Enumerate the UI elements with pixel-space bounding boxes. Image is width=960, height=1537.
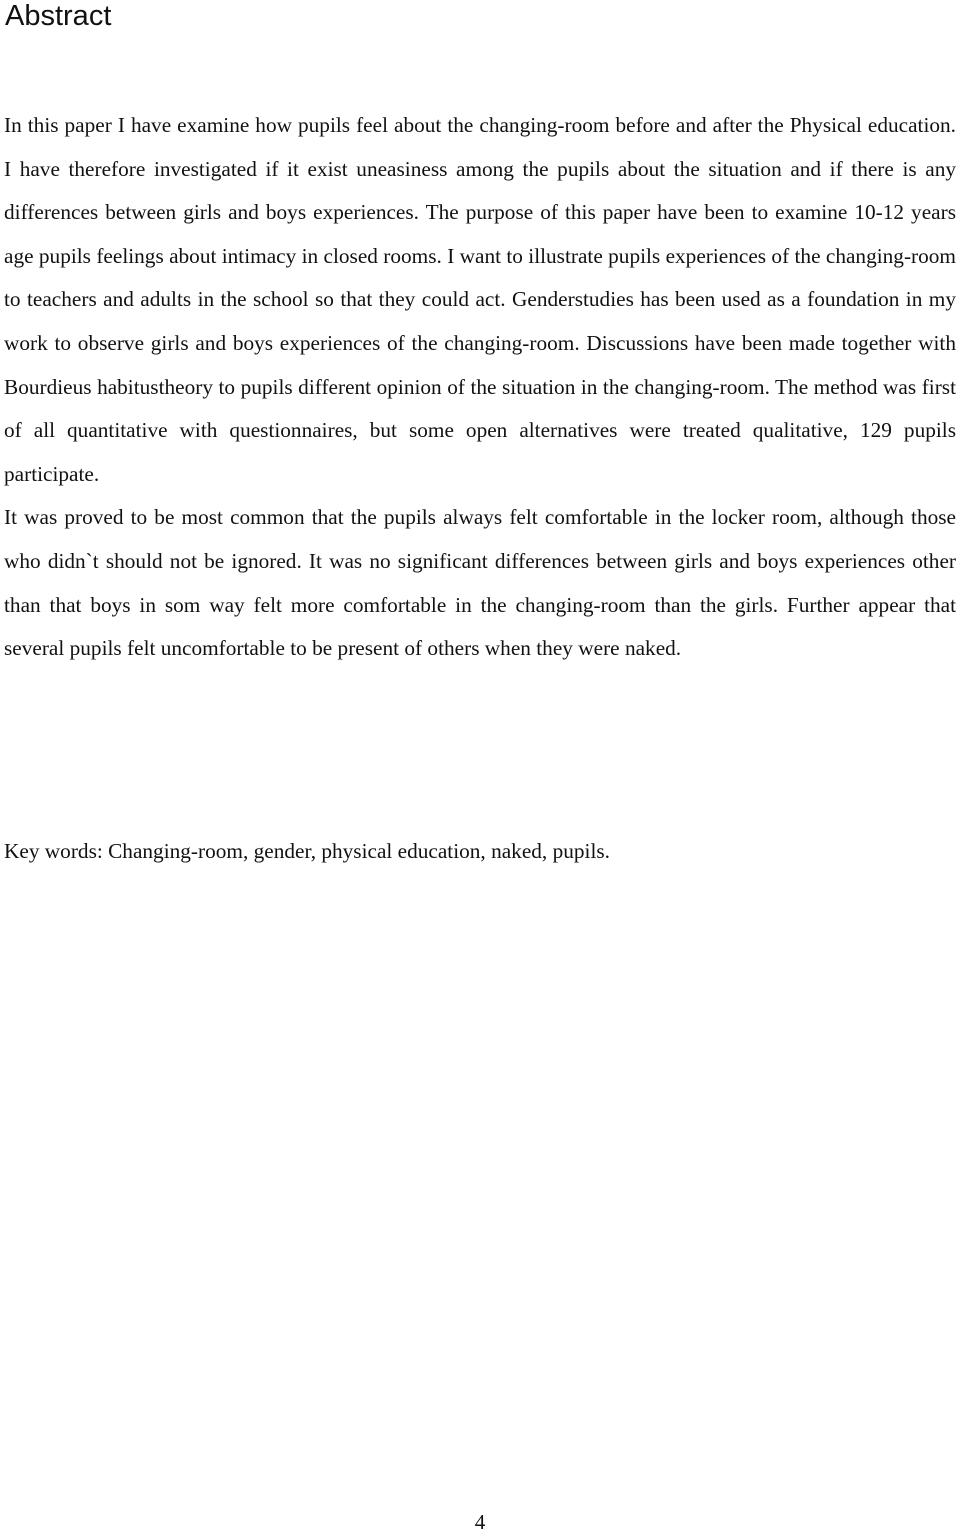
abstract-body <box>4 104 956 671</box>
page-number: 4 <box>474 1510 486 1534</box>
section-heading: Abstract <box>5 0 112 32</box>
abstract-paragraph-2: It was proved to be most common that the pupils always felt comfortable in the locker room, although those who didn`t should not be ignored. It was no significant differences between girls and boys experiences other than that boys in som way felt more comfortable in the changing-room than the girls. Further appear that several pupils felt uncomfortable to be present of others when they were naked. <box>4 505 956 661</box>
abstract-paragraph-1: In this paper I have examine how pupils feel about the changing-room before and after the Physical education. I have therefore investigated if it exist uneasiness among the pupils about the situation and if there is any differences between girls and boys experiences. The purpose of this paper have been to examine 10-12 years age pupils feelings about intimacy in closed rooms. I want to illustrate pupils experiences of the changing-room to teachers and adults in the school so that they could act. Genderstudies has been used as a foundation in my work to observe girls and boys experiences of the changing-room. Discussions have been made together with Bourdieus habitustheory to pupils different opinion of the situation in the changing-room. The method was first of all quantitative with questionnaires, but some open alternatives were treated qualitative, 129 pupils participate. <box>4 113 956 486</box>
keywords-line: Key words: Changing-room, gender, physical education, naked, pupils. <box>4 839 610 863</box>
